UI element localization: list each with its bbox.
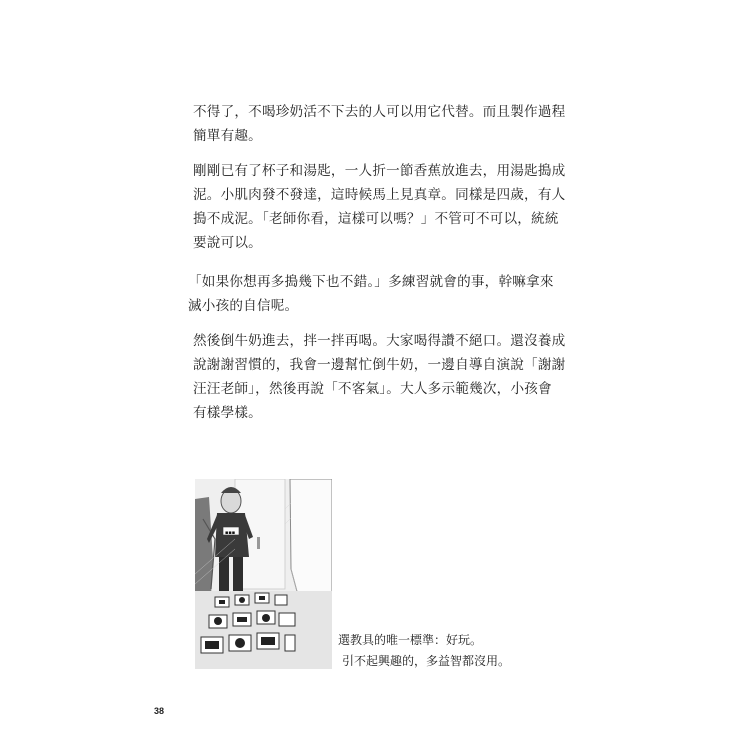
text-line: 要說可以。 — [193, 235, 262, 251]
text-line: 說謝謝習慣的，我會一邊幫忙倒牛奶，一邊自導自演說「謝謝 — [193, 357, 566, 373]
text-line: 「如果你想再多搗幾下也不錯。」多練習就會的事，幹嘛拿來 — [188, 274, 554, 290]
page-number: 38 — [154, 706, 165, 716]
caption-line-2: 引不起興趣的，多益智都沒用。 — [342, 654, 511, 668]
text-line: 搗不成泥。「老師你看，這樣可以嗎？」不管可不可以，統統 — [193, 211, 559, 227]
text-line: 有樣學樣。 — [193, 405, 262, 421]
paragraph-2 — [193, 159, 565, 255]
text-line: 滅小孩的自信呢。 — [188, 298, 299, 314]
text-line: 汪汪老師」，然後再說「不客氣」。大人多示範幾次，小孩會 — [193, 381, 552, 397]
paragraph-1 — [193, 100, 565, 148]
text-line: 不得了，不喝珍奶活不下去的人可以用它代替。而且製作過程 — [193, 104, 566, 120]
paragraph-3 — [188, 270, 560, 318]
child-with-adult-photo — [195, 479, 332, 669]
text-line: 簡單有趣。 — [193, 128, 262, 144]
photo-sketch — [195, 479, 332, 669]
text-line: 泥。小肌肉發不發達，這時候馬上見真章。同樣是四歲，有人 — [193, 187, 566, 203]
photo-caption — [338, 630, 510, 672]
text-line: 然後倒牛奶進去，拌一拌再喝。大家喝得讚不絕口。還沒養成 — [193, 333, 566, 349]
caption-line-1: 選教具的唯一標準：好玩。 — [338, 633, 483, 647]
text-line: 剛剛已有了杯子和湯匙，一人折一節香蕉放進去，用湯匙搗成 — [193, 163, 566, 179]
paragraph-4 — [193, 329, 565, 425]
svg-text:▪▪▪: ▪▪▪ — [225, 530, 236, 536]
